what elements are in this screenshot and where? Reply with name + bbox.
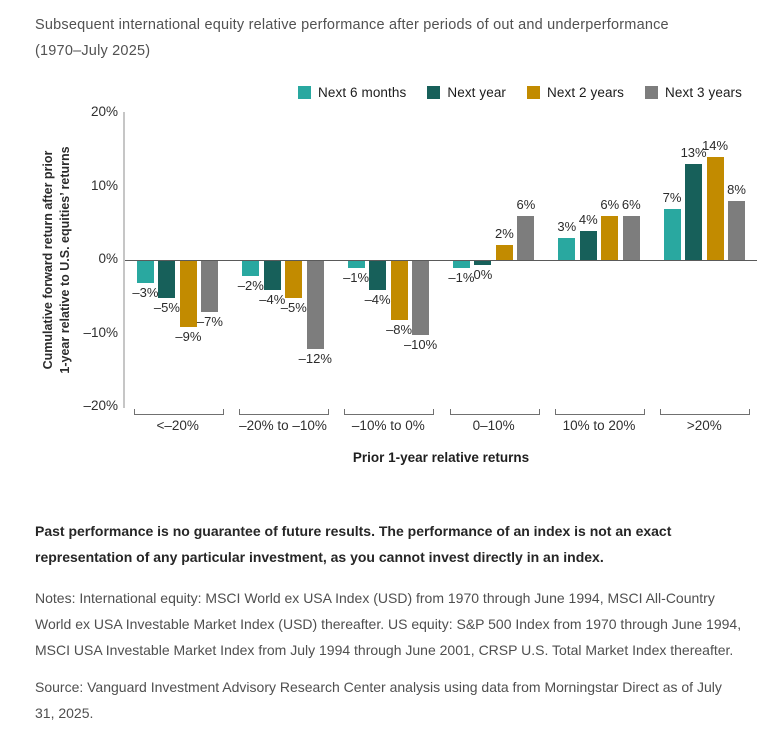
legend-label: Next 2 years <box>547 85 625 100</box>
bar <box>242 261 259 276</box>
category-bracket <box>450 409 540 415</box>
category-bracket <box>660 409 750 415</box>
bar <box>158 261 175 298</box>
chart-title-line2: (1970–July 2025) <box>35 43 151 59</box>
y-tick-label: –10% <box>83 324 118 340</box>
bar-value-label: –5% <box>153 299 180 315</box>
legend-label: Next 6 months <box>318 85 407 100</box>
bar <box>601 216 618 260</box>
chart-title-line1: Subsequent international equity relative performance after periods of out and underperformance <box>35 17 669 33</box>
bar-value-label: –4% <box>364 292 391 308</box>
notes-text: Notes: International equity: MSCI World ex USA Index (USD) from 1970 through June 1994, MSCI All-Country World ex USA Investable Market Index (USD) thereafter. US equity: S&P 500 Index from 1970 through June 1994, MSCI USA Investable Market Index from July 1994 through June 2001, CRSP U.S. Total Market Index thereafter. <box>35 590 742 658</box>
bar-value-label: 14% <box>702 138 729 154</box>
y-tick-label: 10% <box>90 177 118 193</box>
bar-value-label: 13% <box>680 145 707 161</box>
y-tick-label: 20% <box>90 104 118 119</box>
category-bracket <box>555 409 645 415</box>
bar <box>558 238 575 260</box>
zero-baseline <box>125 260 757 261</box>
x-category-label: <–20% <box>156 418 199 433</box>
bar-value-label: –8% <box>386 321 413 337</box>
y-tick-label: 0% <box>98 251 118 266</box>
bar <box>391 261 408 320</box>
bar <box>137 261 154 283</box>
x-category-label: –20% to –10% <box>239 418 327 433</box>
x-category-label: >20% <box>686 418 722 433</box>
bar-value-label: –7% <box>196 314 223 330</box>
bar <box>264 261 281 290</box>
legend-item-4 <box>645 85 742 100</box>
bar-value-label: 7% <box>662 189 682 205</box>
legend-item-3 <box>527 85 624 100</box>
bar-value-label: –12% <box>298 351 332 367</box>
bar <box>285 261 302 298</box>
bar-value-label: –2% <box>237 277 264 293</box>
bar-value-label: –3% <box>132 285 159 301</box>
y-axis-label-line2: 1-year relative to U.S. equities’ returns <box>58 146 72 374</box>
bar-value-label: –9% <box>175 329 202 345</box>
footer <box>35 518 743 726</box>
bar <box>474 261 491 265</box>
category-bracket <box>134 409 224 415</box>
disclaimer-text: Past performance is no guarantee of future results. The performance of an index is not an exact representation of any particular investment, as you cannot invest directly in an index. <box>35 523 672 565</box>
bar-value-label: 8% <box>727 182 746 198</box>
x-category-label: 10% to 20% <box>562 418 636 433</box>
bar-value-label: 0% <box>473 266 493 282</box>
chart-title <box>35 12 745 64</box>
y-axis-label-line1: Cumulative forward return after prior <box>41 150 55 370</box>
bar <box>496 245 513 260</box>
bar <box>707 157 724 260</box>
source-text: Source: Vanguard Investment Advisory Research Center analysis using data from Morningstar Direct as of July 31, 2025. <box>35 679 722 721</box>
bar-value-label: 6% <box>516 196 536 212</box>
category-bracket <box>344 409 434 415</box>
legend <box>298 85 742 100</box>
legend-swatch-icon <box>427 86 440 99</box>
bar <box>201 261 218 312</box>
legend-swatch-icon <box>527 86 540 99</box>
bar-value-label: –1% <box>448 270 475 286</box>
bar <box>348 261 365 268</box>
bar-value-label: –5% <box>280 299 307 315</box>
bar-value-label: 6% <box>600 196 620 212</box>
legend-label: Next 3 years <box>665 85 742 100</box>
legend-swatch-icon <box>645 86 658 99</box>
bar <box>728 201 745 260</box>
bar <box>412 261 429 335</box>
x-category-label: 0–10% <box>472 418 515 433</box>
x-axis-label: Prior 1-year relative returns <box>352 450 530 465</box>
bar <box>307 261 324 349</box>
legend-label: Next year <box>447 85 507 100</box>
bar <box>517 216 534 260</box>
bar-value-label: 3% <box>557 218 577 234</box>
bar-value-label: 4% <box>578 211 598 227</box>
y-tick-label: –20% <box>83 398 118 413</box>
category-bracket <box>239 409 329 415</box>
bar-value-label: –4% <box>259 292 286 308</box>
bar <box>623 216 640 260</box>
bar-value-label: –1% <box>343 270 370 286</box>
legend-item-1 <box>298 85 406 100</box>
bar-value-label: –10% <box>403 336 438 352</box>
bar <box>580 231 597 260</box>
bar-value-label: 2% <box>495 226 514 242</box>
bar <box>685 164 702 260</box>
x-category-label: –10% to 0% <box>351 418 425 433</box>
legend-swatch-icon <box>298 86 311 99</box>
bar <box>369 261 386 290</box>
bar <box>664 209 681 260</box>
legend-item-2 <box>427 85 506 100</box>
bar-value-label: 6% <box>621 196 641 212</box>
